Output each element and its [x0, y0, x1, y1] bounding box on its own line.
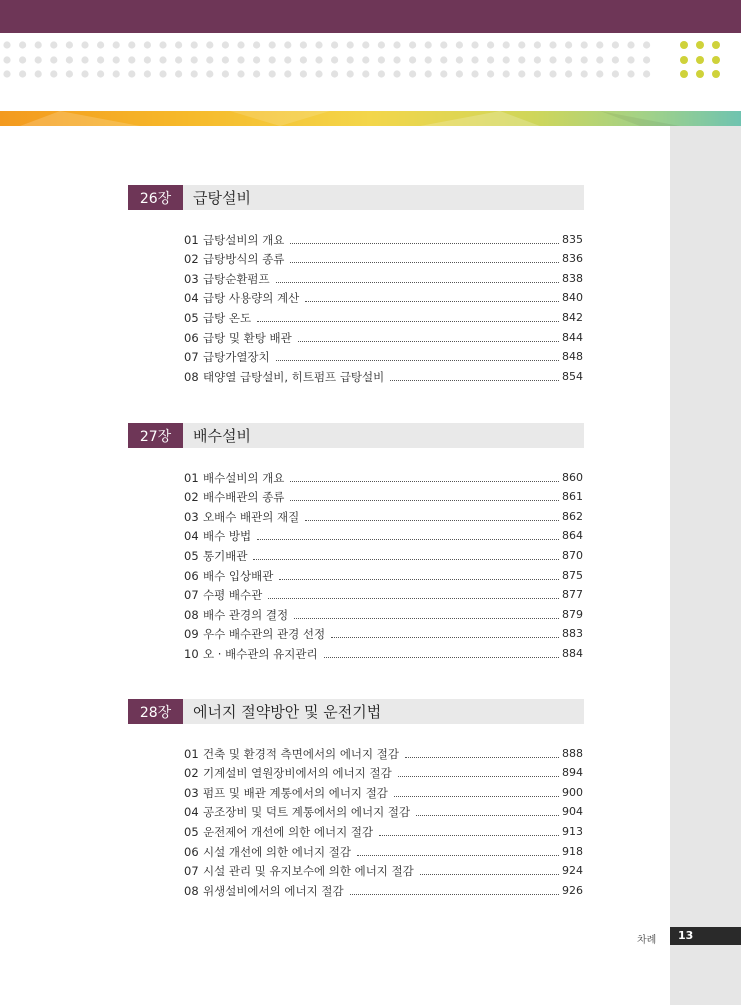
- dot-accent-decoration: [696, 56, 704, 64]
- toc-entry-number: 09: [184, 627, 199, 642]
- dot-leader: [331, 637, 559, 638]
- dot-decoration: [331, 56, 338, 63]
- dot-decoration: [175, 56, 182, 63]
- chapter-header: [128, 423, 584, 448]
- toc-entry[interactable]: [184, 840, 583, 860]
- dot-decoration: [378, 41, 385, 48]
- toc-entry-number: 07: [184, 588, 199, 603]
- toc-entry[interactable]: [184, 346, 583, 366]
- dot-leader: [394, 796, 559, 797]
- toc-entry[interactable]: [184, 267, 583, 287]
- dot-leader: [324, 657, 559, 658]
- toc-entry[interactable]: [184, 544, 583, 564]
- dot-decoration: [66, 41, 73, 48]
- toc-entry-number: 10: [184, 646, 199, 661]
- toc-entry-title: 운전제어 개선에 의한 에너지 절감: [203, 824, 374, 839]
- dot-pattern-decoration: [0, 33, 741, 111]
- dot-decoration: [66, 70, 73, 77]
- dot-decoration: [378, 56, 385, 63]
- dot-accent-decoration: [680, 41, 688, 49]
- dot-decoration: [191, 41, 198, 48]
- dot-decoration: [128, 70, 135, 77]
- toc-list: [184, 742, 583, 899]
- dot-decoration: [487, 70, 494, 77]
- dot-decoration: [35, 41, 42, 48]
- dot-decoration: [331, 70, 338, 77]
- toc-entry-title: 태양열 급탕설비, 히트펌프 급탕설비: [203, 369, 385, 384]
- toc-entry[interactable]: [184, 860, 583, 880]
- chapter-section: [128, 185, 584, 384]
- dot-leader: [279, 579, 559, 580]
- toc-entry-page: 835: [562, 232, 583, 246]
- dot-decoration: [253, 56, 260, 63]
- chapter-title: 에너지 절약방안 및 운전기법: [193, 703, 382, 721]
- dot-decoration: [3, 41, 10, 48]
- dot-leader: [357, 855, 559, 856]
- chapter-header: [128, 699, 584, 724]
- toc-list: [184, 466, 583, 662]
- footer-section-label: 차례: [637, 935, 657, 946]
- toc-entry[interactable]: [184, 525, 583, 545]
- dot-decoration: [518, 56, 525, 63]
- toc-entry-title: 펌프 및 배관 계통에서의 에너지 절감: [203, 785, 388, 800]
- chapter-section: [128, 423, 584, 661]
- dot-decoration: [191, 70, 198, 77]
- dot-decoration: [487, 56, 494, 63]
- toc-entry-page: 840: [562, 291, 583, 305]
- toc-entry-page: 860: [562, 470, 583, 484]
- toc-entry-page: 875: [562, 568, 583, 582]
- toc-entry-page: 879: [562, 607, 583, 621]
- dot-decoration: [581, 41, 588, 48]
- dot-decoration: [50, 70, 57, 77]
- dot-accent-decoration: [680, 70, 688, 78]
- dot-decoration: [347, 41, 354, 48]
- toc-entry-number: 01: [184, 232, 199, 247]
- dot-decoration: [549, 41, 556, 48]
- dot-decoration: [206, 70, 213, 77]
- toc-entry-title: 위생설비에서의 에너지 절감: [203, 883, 344, 898]
- dot-decoration: [144, 56, 151, 63]
- toc-entry-number: 05: [184, 548, 199, 563]
- toc-entry-number: 06: [184, 568, 199, 583]
- dot-decoration: [362, 56, 369, 63]
- dot-decoration: [471, 41, 478, 48]
- dot-decoration: [409, 70, 416, 77]
- dot-decoration: [128, 41, 135, 48]
- dot-decoration: [144, 41, 151, 48]
- dot-decoration: [113, 41, 120, 48]
- dot-decoration: [253, 70, 260, 77]
- dot-decoration: [456, 56, 463, 63]
- toc-entry-title: 급탕설비의 개요: [203, 232, 285, 247]
- side-margin-panel: [670, 126, 741, 1005]
- dot-decoration: [643, 56, 650, 63]
- dot-decoration: [425, 41, 432, 48]
- toc-entry-page: 894: [562, 766, 583, 780]
- toc-entry-page: 862: [562, 509, 583, 523]
- dot-decoration: [144, 70, 151, 77]
- toc-entry-title: 시설 개선에 의한 에너지 절감: [203, 844, 351, 859]
- top-banner-bar: [0, 0, 741, 33]
- toc-entry[interactable]: [184, 642, 583, 662]
- dot-decoration: [440, 41, 447, 48]
- toc-entry-title: 통기배관: [203, 548, 248, 563]
- toc-entry-number: 08: [184, 883, 199, 898]
- dot-leader: [420, 874, 559, 875]
- dot-decoration: [440, 70, 447, 77]
- dot-decoration: [549, 56, 556, 63]
- dot-decoration: [113, 56, 120, 63]
- toc-entry[interactable]: [184, 801, 583, 821]
- toc-entry-title: 급탕 사용량의 계산: [203, 291, 300, 306]
- toc-entry[interactable]: [184, 365, 583, 385]
- toc-entry-page: 854: [562, 369, 583, 383]
- toc-entry-page: 861: [562, 490, 583, 504]
- dot-decoration: [66, 56, 73, 63]
- toc-entry-number: 06: [184, 330, 199, 345]
- dot-decoration: [393, 56, 400, 63]
- dot-decoration: [315, 41, 322, 48]
- toc-entry-number: 03: [184, 509, 199, 524]
- dot-decoration: [19, 41, 26, 48]
- toc-entry-page: 888: [562, 746, 583, 760]
- toc-entry-title: 기계설비 열원장비에서의 에너지 절감: [203, 766, 392, 781]
- dot-decoration: [50, 41, 57, 48]
- dot-decoration: [518, 41, 525, 48]
- dot-decoration: [471, 56, 478, 63]
- toc-entry-number: 04: [184, 529, 199, 544]
- toc-entry-page: 838: [562, 271, 583, 285]
- dot-decoration: [222, 70, 229, 77]
- dot-decoration: [643, 41, 650, 48]
- dot-decoration: [35, 70, 42, 77]
- toc-entry-title: 건축 및 환경적 측면에서의 에너지 절감: [203, 746, 400, 761]
- dot-decoration: [409, 56, 416, 63]
- dot-leader: [294, 618, 559, 619]
- toc-entry[interactable]: [184, 228, 583, 248]
- dot-decoration: [503, 70, 510, 77]
- dot-accent-decoration: [696, 41, 704, 49]
- toc-entry-page: 900: [562, 785, 583, 799]
- dot-leader: [290, 262, 559, 263]
- toc-entry[interactable]: [184, 742, 583, 762]
- dot-decoration: [237, 41, 244, 48]
- dot-leader: [305, 520, 559, 521]
- dot-decoration: [596, 56, 603, 63]
- dot-accent-decoration: [696, 70, 704, 78]
- dot-decoration: [128, 56, 135, 63]
- dot-leader: [257, 321, 559, 322]
- toc-entry-page: 877: [562, 588, 583, 602]
- dot-decoration: [300, 70, 307, 77]
- toc-entry-page: 883: [562, 627, 583, 641]
- dot-decoration: [612, 41, 619, 48]
- dot-decoration: [300, 41, 307, 48]
- dot-decoration: [81, 56, 88, 63]
- toc-entry[interactable]: [184, 326, 583, 346]
- dot-decoration: [565, 70, 572, 77]
- dot-decoration: [565, 56, 572, 63]
- toc-entry-number: 07: [184, 350, 199, 365]
- dot-leader: [253, 559, 559, 560]
- dot-leader: [416, 815, 559, 816]
- toc-entry[interactable]: [184, 505, 583, 525]
- dot-decoration: [596, 41, 603, 48]
- dot-decoration: [191, 56, 198, 63]
- dot-leader: [405, 757, 559, 758]
- dot-decoration: [206, 56, 213, 63]
- dot-decoration: [518, 70, 525, 77]
- dot-decoration: [487, 41, 494, 48]
- toc-entry-number: 05: [184, 310, 199, 325]
- dot-leader: [257, 539, 559, 540]
- dot-decoration: [3, 56, 10, 63]
- dot-decoration: [97, 41, 104, 48]
- toc-entry-page: 924: [562, 864, 583, 878]
- toc-entry-page: 844: [562, 330, 583, 344]
- dot-decoration: [50, 56, 57, 63]
- toc-entry-title: 수평 배수관: [203, 588, 263, 603]
- dot-decoration: [425, 70, 432, 77]
- toc-entry-number: 06: [184, 844, 199, 859]
- toc-entry[interactable]: [184, 781, 583, 801]
- toc-entry-title: 오배수 배관의 재질: [203, 509, 300, 524]
- toc-entry-number: 01: [184, 470, 199, 485]
- dot-decoration: [284, 70, 291, 77]
- page-number-badge: 13: [670, 927, 741, 945]
- dot-decoration: [456, 41, 463, 48]
- toc-entry-page: 918: [562, 844, 583, 858]
- dot-decoration: [3, 70, 10, 77]
- toc-entry-title: 배수설비의 개요: [203, 470, 285, 485]
- dot-decoration: [440, 56, 447, 63]
- toc-entry-page: 864: [562, 529, 583, 543]
- dot-decoration: [581, 56, 588, 63]
- dot-decoration: [331, 41, 338, 48]
- dot-decoration: [503, 41, 510, 48]
- dot-decoration: [534, 41, 541, 48]
- toc-entry-number: 02: [184, 252, 199, 267]
- dot-leader: [290, 500, 559, 501]
- toc-entry-number: 03: [184, 785, 199, 800]
- toc-entry[interactable]: [184, 287, 583, 307]
- dot-leader: [398, 776, 559, 777]
- dot-decoration: [596, 70, 603, 77]
- dot-decoration: [19, 56, 26, 63]
- toc-entry-page: 884: [562, 646, 583, 660]
- toc-entry-page: 913: [562, 824, 583, 838]
- toc-entry-page: 904: [562, 805, 583, 819]
- toc-entry[interactable]: [184, 879, 583, 899]
- dot-decoration: [534, 70, 541, 77]
- dot-accent-decoration: [712, 56, 720, 64]
- dot-decoration: [222, 41, 229, 48]
- dot-leader: [350, 894, 559, 895]
- dot-decoration: [35, 56, 42, 63]
- dot-accent-decoration: [712, 41, 720, 49]
- dot-decoration: [456, 70, 463, 77]
- dot-decoration: [347, 70, 354, 77]
- dot-decoration: [409, 41, 416, 48]
- dot-decoration: [284, 41, 291, 48]
- dot-decoration: [97, 70, 104, 77]
- dot-decoration: [627, 41, 634, 48]
- toc-entry-page: 848: [562, 350, 583, 364]
- dot-decoration: [253, 41, 260, 48]
- chapter-number-badge: 28장: [128, 699, 183, 724]
- dot-decoration: [393, 41, 400, 48]
- toc-entry[interactable]: [184, 466, 583, 486]
- chapter-section: [128, 699, 584, 898]
- dot-decoration: [237, 56, 244, 63]
- dot-decoration: [159, 70, 166, 77]
- dot-decoration: [627, 56, 634, 63]
- dot-decoration: [175, 41, 182, 48]
- toc-entry-number: 04: [184, 805, 199, 820]
- dot-decoration: [81, 41, 88, 48]
- dot-decoration: [503, 56, 510, 63]
- toc-entry[interactable]: [184, 762, 583, 782]
- dot-decoration: [284, 56, 291, 63]
- dot-decoration: [549, 70, 556, 77]
- chapter-title: 급탕설비: [193, 189, 251, 207]
- dot-decoration: [627, 70, 634, 77]
- toc-entry-title: 우수 배수관의 관경 선정: [203, 627, 326, 642]
- toc-entry[interactable]: [184, 248, 583, 268]
- toc-entry-number: 08: [184, 369, 199, 384]
- toc-entry[interactable]: [184, 820, 583, 840]
- toc-entry[interactable]: [184, 564, 583, 584]
- toc-entry-page: 836: [562, 252, 583, 266]
- toc-entry-page: 842: [562, 310, 583, 324]
- dot-decoration: [315, 56, 322, 63]
- dot-leader: [305, 301, 559, 302]
- dot-decoration: [159, 56, 166, 63]
- dot-leader: [379, 835, 559, 836]
- dot-decoration: [237, 70, 244, 77]
- dot-decoration: [81, 70, 88, 77]
- dot-accent-decoration: [680, 56, 688, 64]
- dot-decoration: [362, 70, 369, 77]
- dot-decoration: [378, 70, 385, 77]
- dot-leader: [290, 481, 559, 482]
- toc-entry-title: 배수 입상배관: [203, 568, 274, 583]
- dot-decoration: [612, 70, 619, 77]
- toc-entry-title: 배수 방법: [203, 529, 252, 544]
- dot-leader: [276, 360, 559, 361]
- dot-decoration: [643, 70, 650, 77]
- toc-entry-title: 배수배관의 종류: [203, 490, 285, 505]
- dot-decoration: [565, 41, 572, 48]
- dot-decoration: [347, 56, 354, 63]
- dot-decoration: [471, 70, 478, 77]
- toc-entry[interactable]: [184, 603, 583, 623]
- chapter-number-badge: 27장: [128, 423, 183, 448]
- toc-entry-title: 배수 관경의 결정: [203, 607, 289, 622]
- toc-entry-title: 공조장비 및 덕트 계통에서의 에너지 절감: [203, 805, 411, 820]
- toc-entry[interactable]: [184, 623, 583, 643]
- dot-decoration: [269, 70, 276, 77]
- dot-accent-decoration: [712, 70, 720, 78]
- chapter-number-badge: 26장: [128, 185, 183, 210]
- toc-entry-number: 04: [184, 291, 199, 306]
- dot-decoration: [612, 56, 619, 63]
- toc-entry-page: 870: [562, 548, 583, 562]
- dot-decoration: [19, 70, 26, 77]
- dot-decoration: [362, 41, 369, 48]
- toc-entry-number: 03: [184, 271, 199, 286]
- toc-entry-title: 시설 관리 및 유지보수에 의한 에너지 절감: [203, 864, 414, 879]
- toc-entry-number: 08: [184, 607, 199, 622]
- toc-entry-title: 급탕 및 환탕 배관: [203, 330, 292, 345]
- dot-decoration: [159, 41, 166, 48]
- dot-decoration: [315, 70, 322, 77]
- chapter-title: 배수설비: [193, 427, 251, 445]
- dot-decoration: [222, 56, 229, 63]
- dot-leader: [390, 380, 559, 381]
- dot-leader: [276, 282, 559, 283]
- toc-entry-title: 급탕순환펌프: [203, 271, 270, 286]
- chapter-header: [128, 185, 584, 210]
- dot-decoration: [581, 70, 588, 77]
- toc-entry-number: 02: [184, 766, 199, 781]
- dot-decoration: [269, 56, 276, 63]
- dot-decoration: [300, 56, 307, 63]
- toc-entry-number: 07: [184, 864, 199, 879]
- toc-entry[interactable]: [184, 486, 583, 506]
- dot-decoration: [206, 41, 213, 48]
- dot-decoration: [97, 56, 104, 63]
- dot-leader: [290, 243, 559, 244]
- toc-entry-title: 급탕방식의 종류: [203, 252, 285, 267]
- toc-entry-page: 926: [562, 883, 583, 897]
- dot-decoration: [269, 41, 276, 48]
- toc-list: [184, 228, 583, 385]
- dot-leader: [268, 598, 559, 599]
- dot-decoration: [425, 56, 432, 63]
- dot-leader: [298, 341, 559, 342]
- toc-entry-number: 01: [184, 746, 199, 761]
- toc-entry-title: 급탕가열장치: [203, 350, 270, 365]
- toc-entry-title: 오 · 배수관의 유지관리: [203, 646, 318, 661]
- toc-entry[interactable]: [184, 306, 583, 326]
- dot-decoration: [175, 70, 182, 77]
- toc-entry-number: 02: [184, 490, 199, 505]
- color-stripe-decoration: [0, 111, 741, 126]
- toc-entry-title: 급탕 온도: [203, 310, 252, 325]
- dot-decoration: [393, 70, 400, 77]
- dot-decoration: [534, 56, 541, 63]
- toc-entry-number: 05: [184, 824, 199, 839]
- dot-decoration: [113, 70, 120, 77]
- toc-entry[interactable]: [184, 584, 583, 604]
